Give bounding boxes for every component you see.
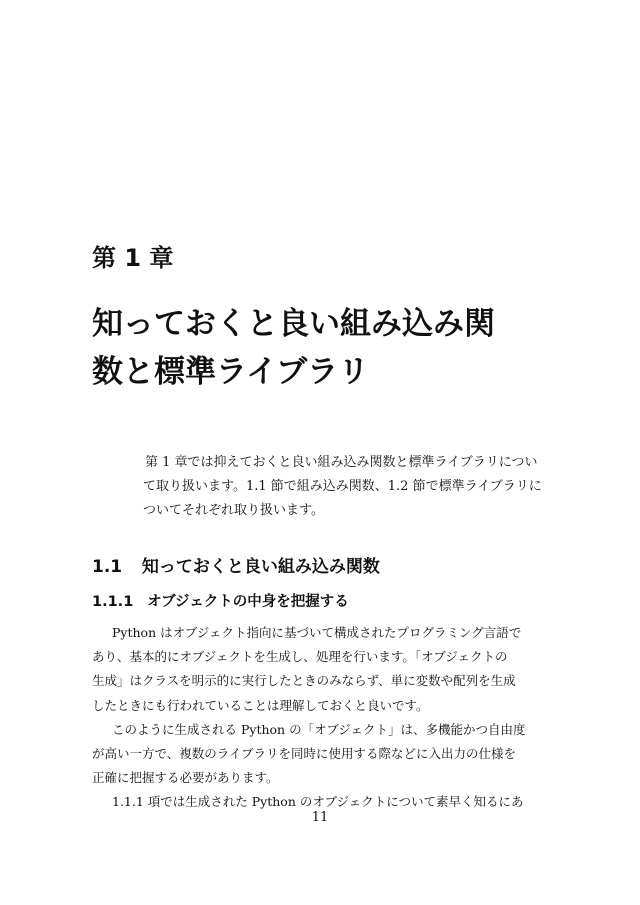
chapter-label: 第 1 章 <box>92 244 174 272</box>
chapter-title <box>92 300 572 396</box>
body-line: このように生成される Python の「オブジェクト」は、多機能かつ自由度 <box>112 721 526 737</box>
subsection-number: 1.1.1 <box>92 594 134 610</box>
chapter-title-line-2: 数と標準ライブラリ <box>92 354 370 390</box>
intro-line: て取り扱います。1.1 節で組み込み関数、1.2 節で標準ライブラリに <box>143 479 542 494</box>
body-line: あり、基本的にオブジェクトを生成し、処理を行います。「オブジェクトの <box>92 649 508 665</box>
intro-line: ついてそれぞれ取り扱います。 <box>143 503 324 518</box>
chapter-title-line-1: 知っておくと良い組み込み関 <box>92 306 495 342</box>
body-line: が高い一方で、複数のライブラリを同時に使用する際などに入出力の仕様を <box>92 746 517 762</box>
section-title: 知っておくと良い組み込み関数 <box>141 557 380 577</box>
body-line: 正確に把握する必要があります。 <box>92 770 279 786</box>
body-line: 1.1.1 項では生成された Python のオブジェクトについて素早く知るにあ <box>112 794 524 810</box>
body-line: 生成」はクラスを明示的に実行したときのみならず、単に変数や配列を生成 <box>92 673 516 689</box>
body-text <box>92 621 552 815</box>
intro-line: 第 1 章では抑えておくと良い組み込み関数と標準ライブラリについ <box>145 455 538 470</box>
section-number: 1.1 <box>92 557 123 577</box>
body-line: したときにも行われていることは理解しておくと良いです。 <box>92 697 429 713</box>
subsection-heading <box>92 590 349 614</box>
page-number: 11 <box>311 810 329 825</box>
body-line: Python はオブジェクト指向に基づいて構成されたプログラミング言語で <box>112 625 522 640</box>
section-heading <box>92 553 380 581</box>
chapter-intro <box>145 451 545 523</box>
subsection-title: オブジェクトの中身を把握する <box>147 594 349 610</box>
